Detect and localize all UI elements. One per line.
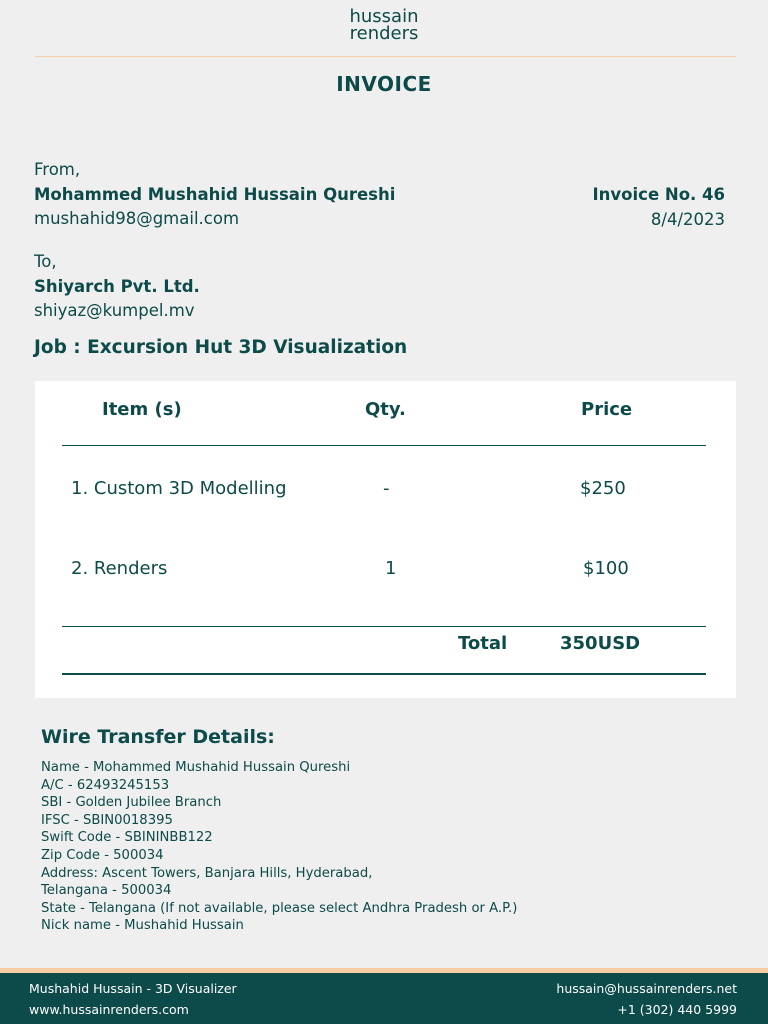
from-block: [34, 158, 395, 232]
header-item: Item (s): [102, 399, 182, 420]
total-label: Total: [458, 633, 508, 654]
row-1-item: 1. Custom 3D Modelling: [71, 478, 287, 499]
invoice-number: Invoice No. 46: [592, 185, 725, 204]
job-title: Job : Excursion Hut 3D Visualization: [34, 337, 408, 358]
wire-line: Telangana - 500034: [41, 883, 172, 899]
wire-line: IFSC - SBIN0018395: [41, 812, 173, 828]
to-block: [34, 250, 200, 324]
row-1-price: $250: [580, 478, 626, 499]
footer-email-link[interactable]: hussain@hussainrenders.net: [556, 981, 737, 996]
to-email: shiyaz@kumpel.mv: [34, 301, 195, 320]
header-divider-line: [62, 445, 706, 446]
invoice-meta: [593, 182, 725, 232]
footer-website-link[interactable]: www.hussainrenders.com: [29, 1002, 189, 1017]
total-value: 350USD: [560, 633, 641, 654]
items-table: [35, 381, 736, 698]
logo-line-1: hussain: [349, 6, 419, 27]
footer: [0, 973, 768, 1024]
wire-line: State - Telangana (If not available, please select Andhra Pradesh or A.P.): [41, 900, 518, 916]
to-label: To,: [34, 252, 57, 271]
brand-logo: [0, 8, 768, 42]
wire-line: Address: Ascent Towers, Banjara Hills, Hyderabad,: [41, 865, 373, 881]
invoice-date: 8/4/2023: [650, 210, 725, 229]
footer-tagline: Mushahid Hussain - 3D Visualizer: [29, 981, 237, 996]
header-price: Price: [581, 399, 633, 420]
logo-line-2: renders: [349, 23, 419, 44]
wire-line: A/C - 62493245153: [41, 777, 170, 793]
to-name: Shiyarch Pvt. Ltd.: [34, 276, 200, 296]
header-divider: [35, 56, 736, 57]
from-email: mushahid98@gmail.com: [34, 209, 240, 228]
wire-transfer-title: Wire Transfer Details:: [41, 726, 275, 748]
page-title: INVOICE: [336, 72, 432, 96]
footer-phone: +1 (302) 440 5999: [617, 1002, 737, 1017]
wire-line: Name - Mohammed Mushahid Hussain Qureshi: [41, 760, 351, 775]
wire-transfer-details: [41, 759, 517, 935]
row-2-item: 2. Renders: [71, 558, 168, 579]
row-2-qty: 1: [385, 558, 397, 579]
from-label: From,: [34, 160, 81, 179]
total-divider-bottom: [62, 673, 706, 675]
header-qty: Qty.: [365, 399, 406, 420]
row-1-qty: -: [383, 478, 390, 499]
wire-line: SBI - Golden Jubilee Branch: [41, 795, 222, 811]
total-divider-top: [62, 626, 706, 627]
wire-line: Zip Code - 500034: [41, 847, 164, 863]
from-name: Mohammed Mushahid Hussain Qureshi: [34, 184, 396, 204]
wire-line: Swift Code - SBININBB122: [41, 830, 213, 846]
wire-line: Nick name - Mushahid Hussain: [41, 918, 244, 934]
row-2-price: $100: [583, 558, 629, 579]
